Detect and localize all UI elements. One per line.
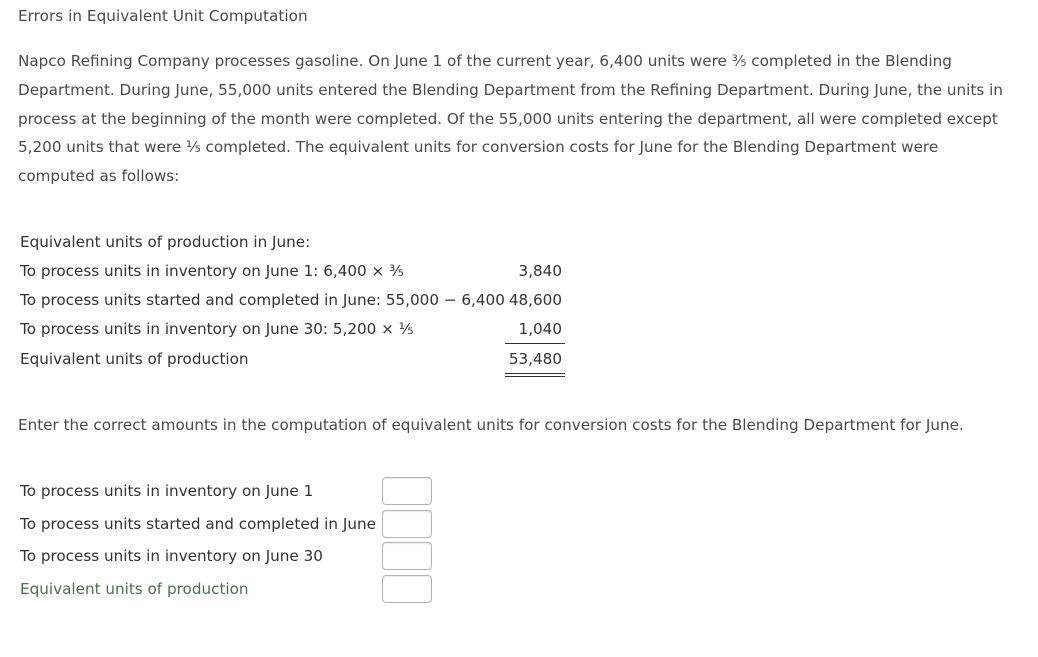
computation-heading-row — [20, 228, 565, 257]
computation-row-label: To process units started and completed in June: 55,000 − 6,400 — [20, 290, 505, 309]
table-row — [20, 286, 565, 315]
june-30-units-input[interactable] — [382, 542, 432, 570]
computation-total-label: Equivalent units of production — [20, 350, 249, 369]
answer-total-label: Equivalent units of production — [20, 580, 249, 599]
answer-label: To process units in inventory on June 1 — [20, 482, 314, 501]
june-1-units-input[interactable] — [382, 477, 432, 505]
original-computation-table — [20, 228, 565, 377]
table-total-row — [20, 344, 565, 375]
problem-description: Napco Refining Company processes gasoline. On June 1 of the current year, 6,400 units were ³⁄₅ completed in the Blending Department. During June, 55,000 units entered the Blending Department from the Refining Department. During June, the units in process at the beginning of the month were completed. Of the 55,000 units entering the department, all were completed except 5,200 units that were ¹⁄₅ completed. The equivalent units for conversion costs for June for the Blending Department were computed as follows: — [18, 52, 1003, 186]
started-completed-units-input[interactable] — [382, 510, 432, 538]
instructions-text: Enter the correct amounts in the computation of equivalent units for conversion costs for the Blending Department for June. — [18, 416, 964, 434]
answer-table — [20, 475, 432, 605]
answer-row-june-30 — [20, 540, 432, 573]
equivalent-units-total-input[interactable] — [382, 575, 432, 603]
computation-total-amount: 53,480 — [505, 344, 565, 375]
computation-row-amount: 3,840 — [518, 262, 563, 281]
computation-row-label: To process units in inventory on June 30: 5,200 × ¹⁄₅ — [20, 320, 414, 339]
table-row — [20, 257, 565, 286]
answer-label: To process units in inventory on June 30 — [20, 547, 323, 566]
answer-label: To process units started and completed in June — [20, 514, 376, 533]
answer-row-june-1 — [20, 475, 432, 508]
computation-heading: Equivalent units of production in June: — [20, 233, 311, 252]
answer-row-total — [20, 573, 432, 606]
page-title: Errors in Equivalent Unit Computation — [18, 7, 308, 25]
computation-row-amount: 48,600 — [508, 290, 563, 309]
computation-row-amount: 1,040 — [505, 314, 565, 343]
answer-row-started-completed — [20, 508, 432, 541]
computation-row-label: To process units in inventory on June 1: 6,400 × ³⁄₅ — [20, 262, 404, 281]
table-row — [20, 314, 565, 343]
